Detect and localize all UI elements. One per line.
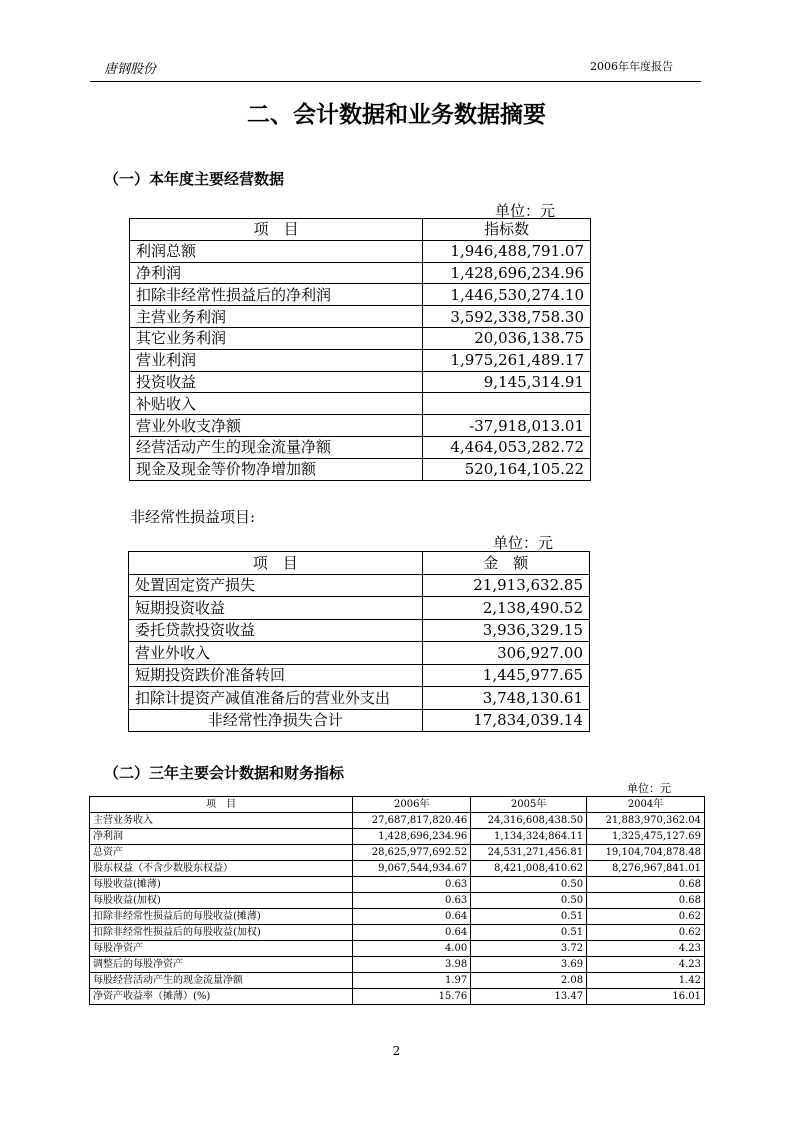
table-row — [130, 284, 591, 306]
row-item: 委托贷款投资收益 — [129, 619, 423, 642]
row-item: 扣除非经常性损益后的每股收益(加权) — [90, 925, 353, 941]
row-value-2005: 0.50 — [471, 893, 587, 909]
table-row — [90, 957, 705, 973]
row-value: 20,036,138.75 — [423, 327, 591, 349]
row-value-2006: 28,625,977,692.52 — [353, 845, 471, 861]
table-row — [90, 877, 705, 893]
row-value-2006: 0.63 — [353, 877, 471, 893]
column-header-item: 项 目 — [129, 552, 423, 575]
row-item: 调整后的每股净资产 — [90, 957, 353, 973]
row-value-2004: 4.23 — [587, 957, 705, 973]
row-value-2006: 9,067,544,934.67 — [353, 861, 471, 877]
column-header-2005: 2005年 — [471, 797, 587, 813]
row-item: 短期投资跌价准备转回 — [129, 664, 423, 687]
column-header-2006: 2006年 — [353, 797, 471, 813]
table-row — [130, 415, 591, 437]
table-row — [130, 240, 591, 262]
row-value-2004: 8,276,967,841.01 — [587, 861, 705, 877]
section3-table — [89, 796, 705, 1005]
table-row — [90, 845, 705, 861]
table-header-row — [130, 219, 591, 241]
row-item: 处置固定资产损失 — [129, 574, 423, 597]
row-item: 净利润 — [130, 262, 423, 284]
row-value-2004: 0.68 — [587, 893, 705, 909]
row-value-2006: 15.76 — [353, 989, 471, 1005]
row-item: 净资产收益率（摊薄）(%) — [90, 989, 353, 1005]
row-item: 每股收益(加权) — [90, 893, 353, 909]
row-value-2005: 2.08 — [471, 973, 587, 989]
table-row — [90, 909, 705, 925]
table-row — [129, 687, 590, 710]
row-value-2006: 0.64 — [353, 925, 471, 941]
table-row — [130, 327, 591, 349]
table-row — [129, 642, 590, 665]
table-header-row — [90, 797, 705, 813]
table-row — [129, 619, 590, 642]
table-row — [130, 262, 591, 284]
row-item: 净利润 — [90, 829, 353, 845]
row-value-2005: 0.51 — [471, 909, 587, 925]
column-header-2004: 2004年 — [587, 797, 705, 813]
row-value-2004: 4.23 — [587, 941, 705, 957]
row-value: 9,145,314.91 — [423, 371, 591, 393]
row-value: 3,748,130.61 — [422, 687, 589, 710]
row-value: 2,138,490.52 — [422, 597, 589, 620]
row-value: 1,445,977.65 — [422, 664, 589, 687]
total-value: 17,834,039.14 — [422, 709, 589, 732]
section2-unit: 单位：元 — [493, 534, 554, 552]
row-value: 1,975,261,489.17 — [423, 349, 591, 371]
row-value: 1,428,696,234.96 — [423, 262, 591, 284]
row-value-2004: 0.62 — [587, 909, 705, 925]
section3-unit: 单位：元 — [627, 782, 671, 795]
row-item: 每股净资产 — [90, 941, 353, 957]
row-value-2005: 8,421,008,410.62 — [471, 861, 587, 877]
header-divider — [90, 81, 701, 82]
row-item: 其它业务利润 — [130, 327, 423, 349]
row-item: 每股收益(摊薄) — [90, 877, 353, 893]
table-row — [129, 597, 590, 620]
table-row — [90, 941, 705, 957]
column-header-value: 金 额 — [422, 552, 589, 575]
row-item: 经营活动产生的现金流量净额 — [130, 436, 423, 458]
table-row — [90, 893, 705, 909]
row-item: 利润总额 — [130, 240, 423, 262]
row-value-2006: 0.64 — [353, 909, 471, 925]
table-row — [90, 989, 705, 1005]
table-row — [90, 861, 705, 877]
row-value-2005: 24,531,271,456.81 — [471, 845, 587, 861]
table-row — [130, 393, 591, 415]
row-value-2005: 13.47 — [471, 989, 587, 1005]
row-item: 股东权益（不含少数股东权益） — [90, 861, 353, 877]
row-value: -37,918,013.01 — [423, 415, 591, 437]
section1-heading: （一）本年度主要经营数据 — [104, 170, 285, 188]
table-row — [90, 925, 705, 941]
row-value-2006: 27,687,817,820.46 — [353, 813, 471, 829]
row-item: 投资收益 — [130, 371, 423, 393]
row-item: 每股经营活动产生的现金流量净额 — [90, 973, 353, 989]
section2-table — [128, 551, 590, 732]
row-value: 3,936,329.15 — [422, 619, 589, 642]
row-value-2006: 1.97 — [353, 973, 471, 989]
row-item: 主营业务利润 — [130, 306, 423, 328]
table-header-row — [129, 552, 590, 575]
column-header-item: 项 目 — [90, 797, 353, 813]
header-company: 唐钢股份 — [104, 62, 157, 77]
column-header-item: 项 目 — [130, 219, 423, 241]
row-item: 扣除非经常性损益后的每股收益(摊薄) — [90, 909, 353, 925]
row-value: 4,464,053,282.72 — [423, 436, 591, 458]
row-value: 1,446,530,274.10 — [423, 284, 591, 306]
total-label: 非经常性净损失合计 — [129, 709, 423, 732]
row-value-2004: 0.62 — [587, 925, 705, 941]
row-value-2005: 3.69 — [471, 957, 587, 973]
row-value-2005: 3.72 — [471, 941, 587, 957]
table-row — [130, 458, 591, 480]
row-item: 主营业务收入 — [90, 813, 353, 829]
row-value-2004: 1.42 — [587, 973, 705, 989]
row-item: 扣除非经常性损益后的净利润 — [130, 284, 423, 306]
total-row — [129, 709, 590, 732]
row-value: 1,946,488,791.07 — [423, 240, 591, 262]
row-value: 520,164,105.22 — [423, 458, 591, 480]
table-row — [130, 371, 591, 393]
row-value-2004: 16.01 — [587, 989, 705, 1005]
table-row — [90, 813, 705, 829]
row-value-2006: 4.00 — [353, 941, 471, 957]
row-value-2004: 0.68 — [587, 877, 705, 893]
table-row — [130, 436, 591, 458]
row-item: 短期投资收益 — [129, 597, 423, 620]
row-value: 21,913,632.85 — [422, 574, 589, 597]
section1-table — [129, 218, 591, 481]
row-item: 营业外收支净额 — [130, 415, 423, 437]
row-value-2005: 0.51 — [471, 925, 587, 941]
section1-unit: 单位：元 — [495, 202, 556, 220]
row-value-2004: 21,883,970,362.04 — [587, 813, 705, 829]
section2-note: 非经常性损益项目: — [130, 508, 256, 526]
row-value-2006: 3.98 — [353, 957, 471, 973]
page-number: 2 — [392, 1044, 401, 1058]
row-value-2006: 0.63 — [353, 893, 471, 909]
table-row — [129, 664, 590, 687]
header-report-title: 2006年年度报告 — [590, 60, 673, 73]
table-row — [90, 829, 705, 845]
row-item: 营业外收入 — [129, 642, 423, 665]
row-value-2006: 1,428,696,234.96 — [353, 829, 471, 845]
row-value-2004: 1,325,475,127.69 — [587, 829, 705, 845]
row-value: 3,592,338,758.30 — [423, 306, 591, 328]
table-row — [130, 306, 591, 328]
row-item: 扣除计提资产减值准备后的营业外支出 — [129, 687, 423, 710]
row-value-2004: 19,104,704,878.48 — [587, 845, 705, 861]
column-header-value: 指标数 — [423, 219, 591, 241]
table-row — [130, 349, 591, 371]
table-row — [90, 973, 705, 989]
row-item: 现金及现金等价物净增加额 — [130, 458, 423, 480]
table-row — [129, 574, 590, 597]
row-item: 营业利润 — [130, 349, 423, 371]
row-item: 补贴收入 — [130, 393, 423, 415]
section3-heading: （二）三年主要会计数据和财务指标 — [104, 764, 345, 782]
page-title: 二、会计数据和业务数据摘要 — [247, 102, 546, 128]
row-value-2005: 0.50 — [471, 877, 587, 893]
row-value-2005: 24,316,608,438.50 — [471, 813, 587, 829]
row-value — [423, 393, 591, 415]
row-value-2005: 1,134,324,864.11 — [471, 829, 587, 845]
row-value: 306,927.00 — [422, 642, 589, 665]
row-item: 总资产 — [90, 845, 353, 861]
